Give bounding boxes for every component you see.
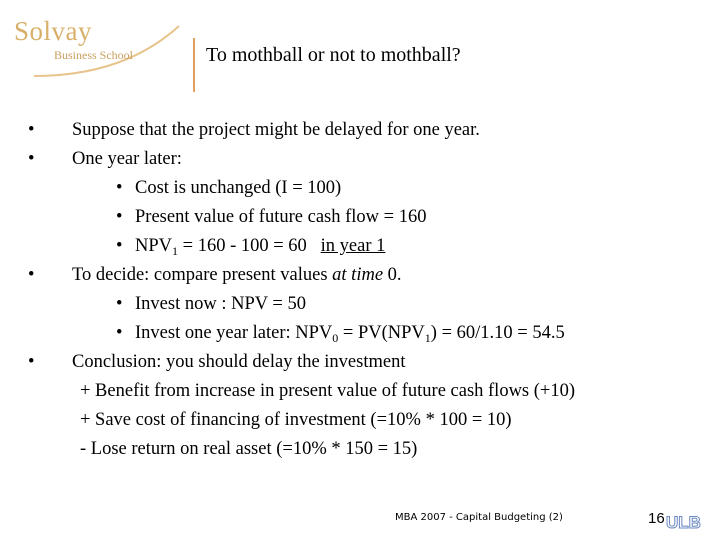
decide-text: To decide: compare present values [72,265,333,285]
sub-bullet-marker: • [116,207,123,227]
bullet-text: Suppose that the project might be delayed for one year. [72,120,480,140]
bullet-marker: • [28,120,35,140]
page-number: 16 [648,510,665,527]
footer-text: MBA 2007 - Capital Budgeting (2) [395,512,563,523]
npv-label: NPV [135,236,173,256]
logo-subtitle: Business School [54,48,134,62]
invest-later-text: Invest one year later: NPV [135,323,333,343]
title-divider [193,38,195,92]
conclusion-item: - Lose return on real asset (=10% * 150 = 15) [80,439,418,459]
bullet-text: Conclusion: you should delay the investment [72,352,406,372]
ulb-logo-text: ULB [666,513,701,532]
sub-bullet-marker: • [116,323,123,343]
in-year-underlined: in year 1 [320,236,386,256]
npv0-subscript: 0 [332,331,339,345]
npv-equation: = 160 - 100 = 60 [178,236,321,256]
conclusion-item: + Save cost of financing of investment (=10% * 100 = 10) [80,410,512,430]
slide-title: To mothball or not to mothball? [206,44,461,66]
bullet-marker: • [28,265,35,285]
bullet-text [72,263,402,287]
bullet-marker: • [28,149,35,169]
sub-bullet-text [135,234,385,258]
solvay-logo [14,14,184,84]
bullet-text: One year later: [72,149,182,169]
at-time-italic: at time [332,265,384,285]
npv-subscript: 1 [172,244,179,258]
sub-bullet-marker: • [116,178,123,198]
sub-bullet-marker: • [116,236,123,256]
ulb-logo-icon [664,512,706,532]
sub-bullet-marker: • [116,294,123,314]
pv-text: = PV(NPV [338,323,425,343]
npv1-subscript: 1 [424,331,431,345]
sub-bullet-text: Cost is unchanged (I = 100) [135,178,342,198]
decide-end: 0. [383,265,402,285]
sub-bullet-text: Invest now : NPV = 50 [135,294,306,314]
logo-brand: Solvay [14,16,93,46]
bullet-marker: • [28,352,35,372]
sub-bullet-text: Present value of future cash flow = 160 [135,207,427,227]
conclusion-item: + Benefit from increase in present value of future cash flows (+10) [80,381,576,401]
sub-bullet-text [135,321,565,345]
result-text: ) = 60/1.10 = 54.5 [430,323,565,343]
